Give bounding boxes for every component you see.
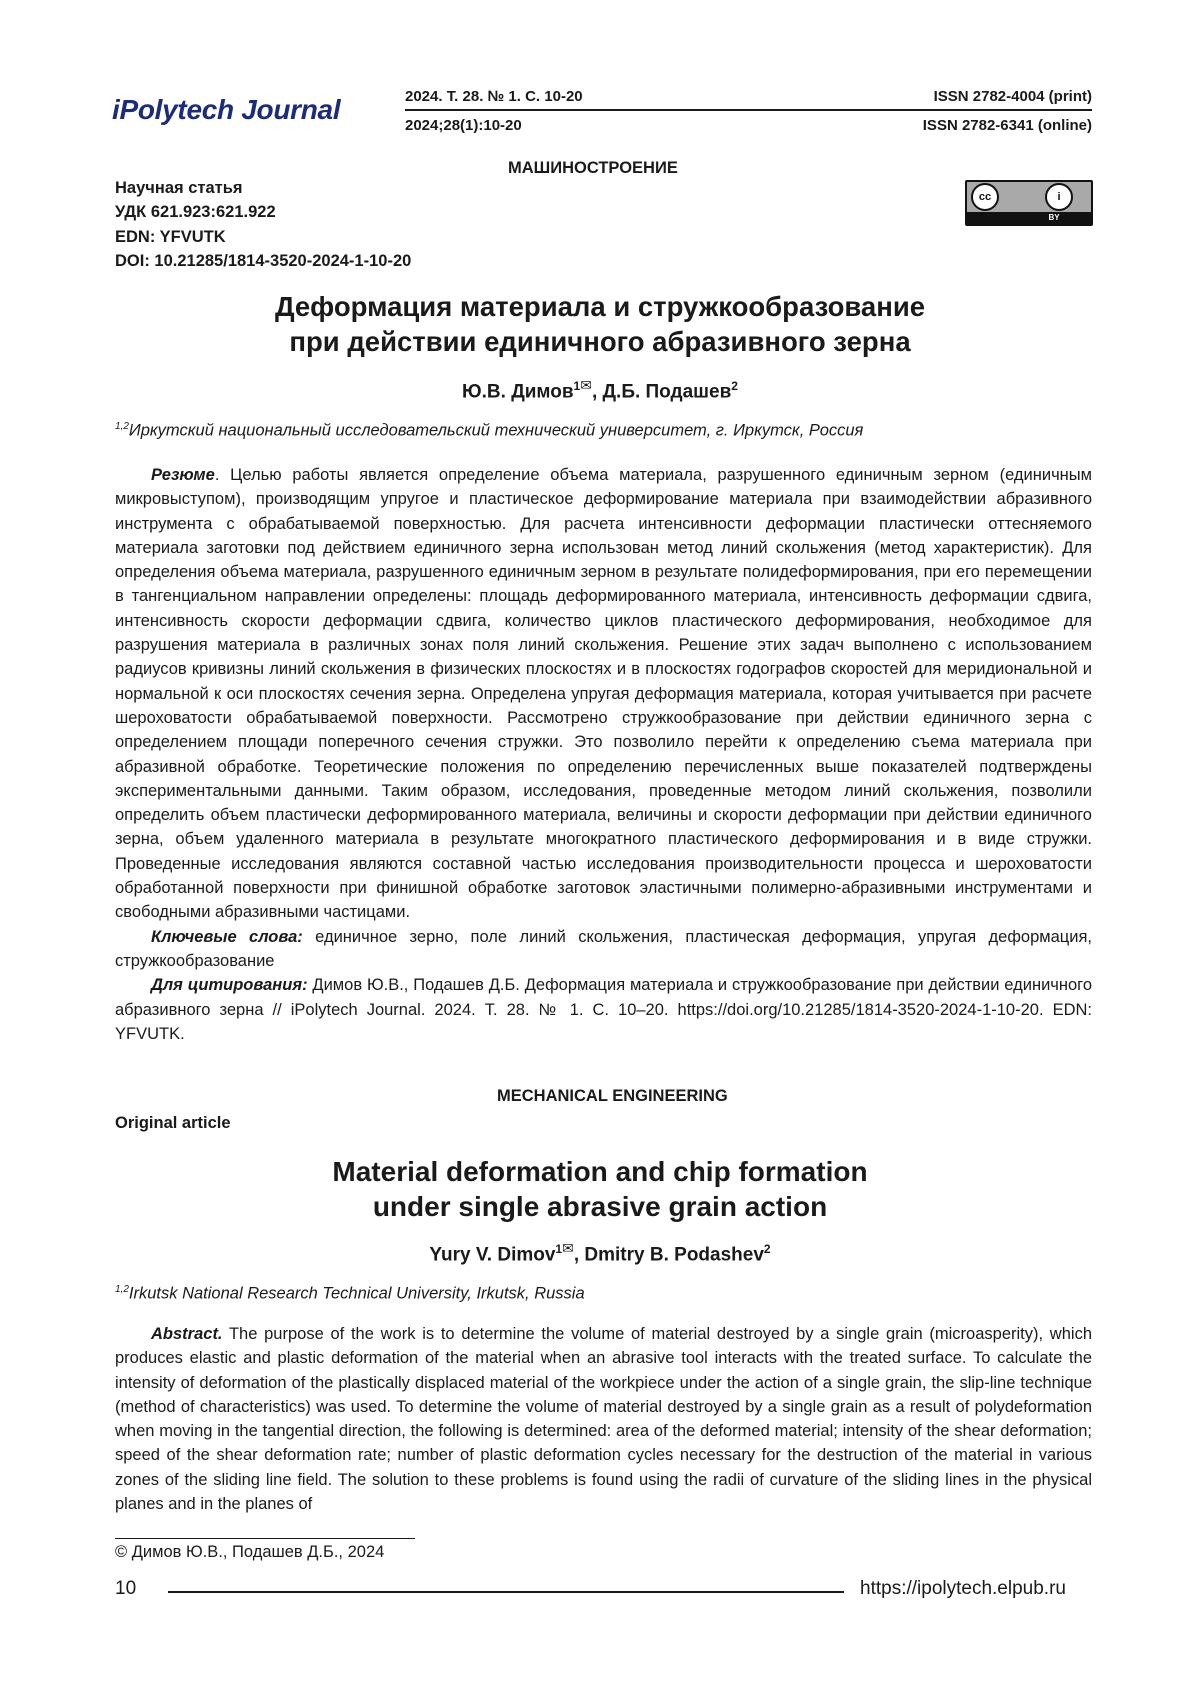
udk: УДК 621.923:621.922 <box>115 203 276 222</box>
author-1-en[interactable]: Yury V. Dimov <box>429 1244 556 1266</box>
abstract-ru <box>115 463 1092 925</box>
article-type-ru: Научная статья <box>115 179 243 197</box>
title-en-line-1: Material deformation and chip formation <box>332 1156 868 1187</box>
article-type-en: Original article <box>115 1114 231 1132</box>
title-ru-line-2: при действии единичного абразивного зерна <box>289 326 911 357</box>
affiliation-en: $^{1,2}$Irkutsk National Research Technical University, Irkutsk, Russia <box>115 1284 585 1303</box>
copyright: © Димов Ю.В., Подашев Д.Б., 2024 <box>115 1543 385 1561</box>
author-1-ru[interactable]: Ю.В. Димов <box>462 381 574 403</box>
cc-icon: cc <box>971 183 999 211</box>
abstract-ru-block <box>115 463 1092 1046</box>
by-label: BY <box>1048 213 1060 222</box>
footer-rule <box>168 1591 844 1593</box>
attribution-person-icon: i <box>1045 183 1073 211</box>
cc-by-license-badge[interactable] <box>965 180 1093 226</box>
header-rule <box>405 109 1092 111</box>
citation-line-1: 2024. Т. 28. № 1. С. 10-20 <box>405 88 583 105</box>
author-1-en-affil: 1 <box>555 1242 563 1256</box>
author-2-ru-affil: 2 <box>731 379 738 393</box>
edn: EDN: YFVUTK <box>115 227 226 246</box>
abstract-en-block <box>115 1322 1092 1516</box>
citation-ru-label: Для цитирования: <box>151 976 308 995</box>
article-title-ru <box>100 289 1100 359</box>
abstract-en-text: The purpose of the work is to determine the volume of material destroyed by a single grain (microasperity), which produces elastic and plastic deformation of the material when an abrasive tool interacts with the treated surface. To calculate the intensity of deformation of the plastically displaced material of the workpiece under the action of a single grain, the slip-line technique (method of characteristics) was used. To determine the volume of material destroyed by a single grain as a result of polydeformation when moving in the tangential direction, the following is determined: area of the deformed material; intensity of the shear deformation; speed of the shear deformation rate; number of plastic deformation cycles necessary for the destruction of the material in various zones of the sliding line field. The solution to these problems is found using the radii of curvature of the sliding lines in the physical planes and in the planes of <box>115 1325 1092 1514</box>
article-title-en <box>100 1154 1100 1224</box>
abstract-ru-label: Резюме <box>151 466 215 484</box>
title-en-line-2: under single abrasive grain action <box>372 1191 828 1222</box>
mail-icon-en[interactable]: ✉ <box>562 1240 574 1256</box>
keywords-ru-label: Ключевые слова: <box>151 927 303 946</box>
article-meta <box>115 176 411 273</box>
keywords-ru <box>115 925 1092 974</box>
page-number: 10 <box>115 1578 137 1599</box>
citation-ru-text: Димов Ю.В., Подашев Д.Б. Деформация материала и стружкообразование при действии единичного абразивного зерна // iPolytech Journal. 2024. Т. 28. № 1. С. 10–20. https://doi.org/10.21285/1814-3520-2024-1-10-20. EDN: YFVUTK. <box>115 976 1092 1043</box>
section-heading-ru: МАШИНОСТРОЕНИЕ <box>508 159 678 177</box>
citation-line-2: 2024;28(1):10-20 <box>405 117 522 134</box>
abstract-en-label: Abstract. <box>151 1325 223 1343</box>
abstract-ru-text: . Целью работы является определение объема материала, разрушенного единичным зерном (единичным микровыступом), производящим упругое и пластическое деформирование материала при взаимодействии абразивного инструмента с обрабатываемой поверхностью. Для расчета интенсивности деформации пластически оттесняемого материала заготовки под действием единичного зерна использован метод линий скольжения (метод характеристик). Для определения объема материала, разрушенного единичным зерном в результате полидеформирования, при его перемещении в тангенциальном направлении определены: площадь деформированного материала, интенсивность деформации сдвига, интенсивность скорости деформации сдвига, количество циклов пластического деформирования, необходимое для разрушения материала в различных зонах поля линий скольжения. Решение этих задач выполнено с использованием радиусов кривизны линий скольжения в физических плоскостях и в плоскостях годографов скоростей для меридиональной и нормальной к оси плоскостях сечения зерна. Определена упругая деформация материала, которая учитывается при расчете шероховатости обрабатываемой поверхности. Рассмотрено стружкообразование при действии единичного зерна с определением площади поперечного сечения стружки. Это позволило перейти к определению съема материала при абразивной обработке. Теоретические положения по определению перечисленных выше показателей подтверждены экспериментальными данными. Таким образом, исследования, проведенные методом линий скольжения, позволили определить объем пластически деформированного материала, величины и скорости деформации при действии единичного зерна, объем удаленного материала в результате многократного пластического деформирования и в виде стружки. Проведенные исследования являются составной частью исследования производительности процесса и шероховатости обработанной поверхности при финишной обработке заготовок эластичными полимерно-абразивными инструментами и свободными абразивными частицами. <box>115 466 1092 922</box>
keywords-ru-text: единичное зерно, поле линий скольжения, пластическая деформация, упругая деформация, стружкообразование <box>115 927 1092 970</box>
author-2-en[interactable]: Dmitry B. Podashev <box>584 1244 764 1266</box>
author-2-ru[interactable]: Д.Б. Подашев <box>602 381 732 403</box>
affiliation-ru: $^{1,2}$Иркутский национальный исследовательский технический университет, г. Иркутск, Россия <box>115 421 864 440</box>
authors-ru: Ю.В. Димов$^{1✉}$, Д.Б. Подашев$^2$ <box>462 377 738 403</box>
author-1-ru-affil: 1 <box>573 379 581 393</box>
section-heading-en: MECHANICAL ENGINEERING <box>497 1087 728 1105</box>
issn-print: ISSN 2782-4004 (print) <box>933 88 1092 105</box>
title-ru-line-1: Деформация материала и стружкообразование <box>274 291 926 322</box>
authors-en: Yury V. Dimov$^{1✉}$, Dmitry B. Podashev$^2$ <box>429 1240 771 1266</box>
doi: DOI: 10.21285/1814-3520-2024-1-10-20 <box>115 251 412 270</box>
issn-online: ISSN 2782-6341 (online) <box>922 117 1092 134</box>
journal-logo: iPolytech Journal <box>112 94 341 125</box>
abstract-en <box>115 1322 1092 1516</box>
journal-url-link[interactable]: https://ipolytech.elpub.ru <box>860 1578 1066 1599</box>
author-2-en-affil: 2 <box>763 1242 771 1256</box>
copyright-rule <box>115 1538 415 1539</box>
mail-icon[interactable]: ✉ <box>580 377 592 393</box>
citation-ru <box>115 973 1092 1046</box>
